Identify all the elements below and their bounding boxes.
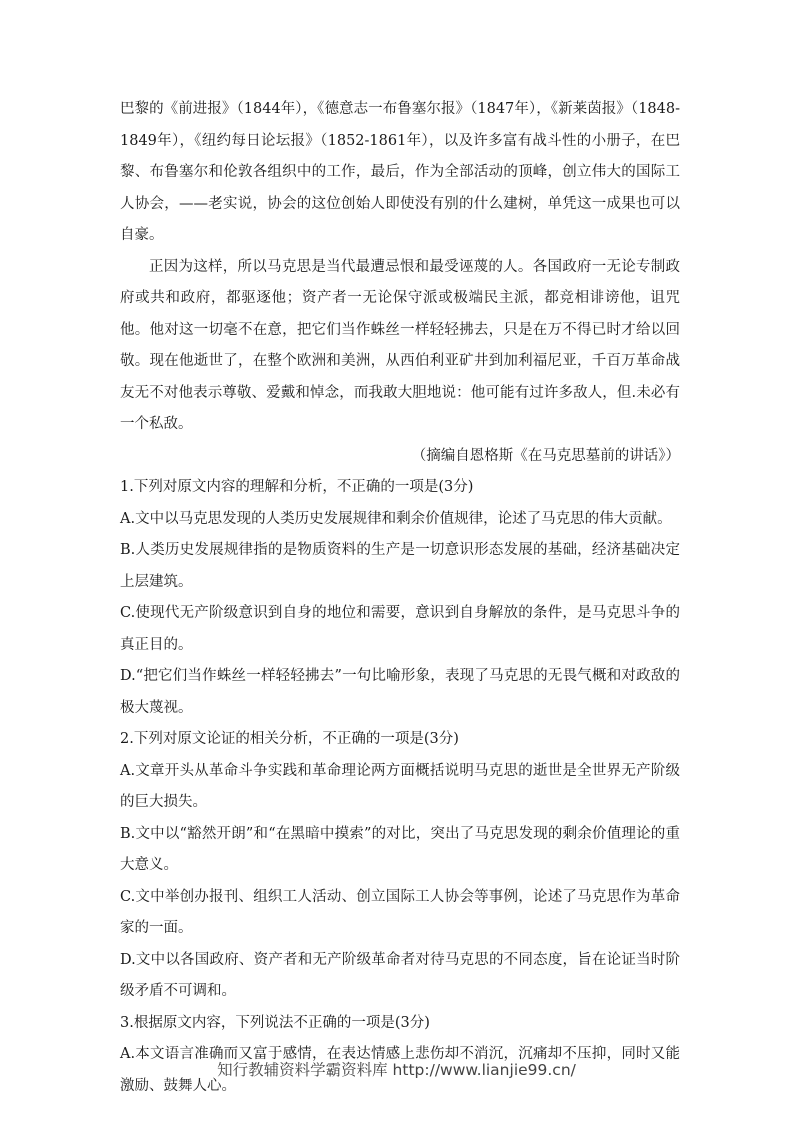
question-1 [120,472,680,724]
question-2 [120,724,680,1008]
question-1-option-a: A.文中以马克思发现的人类历史发展规律和剩余价值规律，论述了马克思的伟大贡献。 [120,510,672,527]
question-1-option-b: B.人类历史发展规律指的是物质资料的生产是一切意识形态发展的基础，经济基础决定上层建筑。 [120,542,680,590]
question-1-option-c: C.使现代无产阶级意识到自身的地位和需要，意识到自身解放的条件，是马克思斗争的真正目的。 [120,605,680,653]
article-body [120,94,680,1102]
question-1-option-d: D.“把它们当作蛛丝一样轻轻拂去”一句比喻形象，表现了马克思的无畏气概和对政敌的极大蔑视。 [120,668,680,716]
question-2-option-a: A.文章开头从革命斗争实践和革命理论两方面概括说明马克思的逝世是全世界无产阶级的巨大损失。 [120,762,680,810]
source-citation: （摘编自恩格斯《在马克思墓前的讲话》） [411,447,680,464]
question-2-option-c: C.文中举创办报刊、组织工人活动、创立国际工人协会等事例，论述了马克思作为革命家的一面。 [120,888,680,936]
footer-watermark[interactable]: 知行教辅资料学霸资料库 http://www.lianjie99.cn/ [217,1061,576,1079]
question-2-option-d: D.文中以各国政府、资产者和无产阶级革命者对待马克思的不同态度，旨在论证当时阶级矛盾不可调和。 [120,951,680,999]
question-2-stem: 2.下列对原文论证的相关分析，不正确的一项是(3分) [120,731,459,747]
question-2-option-b: B.文中以“豁然开朗”和“在黑暗中摸索”的对比，突出了马克思发现的剩余价值理论的重大意义。 [120,825,680,873]
question-3 [120,1008,680,1103]
article-paragraph-2: 正因为这样，所以马克思是当代最遭忌恨和最受诬蔑的人。各国政府一无论专制政府或共和政府，都驱逐他；资产者一无论保守派或极端民主派，都竞相诽谤他，诅咒他。他对这一切毫不在意，把它们当作蛛丝一样轻轻拂去，只是在万不得已时才给以回敬。现在他逝世了，在整个欧洲和美洲，从西伯利亚矿井到加利福尼亚，千百万革命战友无不对他表示尊敬、爱戴和悼念，而我敢大胆地说：他可能有过许多敌人，但.未必有一个私敌。 [120,258,680,432]
article-paragraph-1: 巴黎的《前进报》（1844年），《德意志一布鲁塞尔报》（1847年），《新莱茵报》（1848-1849年），《纽约每日论坛报》（1852-1861年），以及许多富有战斗性的小册子，在巴黎、布鲁塞尔和伦敦各组织中的工作，最后，作为全部活动的顶峰，创立伟大的国际工人协会，——老实说，协会的这位创始人即使没有别的什么建树，单凭这一成果也可以自豪。 [120,101,680,243]
question-3-stem: 3.根据原文内容，下列说法不正确的一项是(3分) [120,1014,430,1031]
question-3-option-a: A.本文语言准确而又富于感情，在表达情感上悲伤却不消沉，沉痛却不压抑，同时又能激励、鼓舞人心。 [120,1046,680,1094]
question-1-stem: 1.下列对原文内容的理解和分析，不正确的一项是(3分) [120,479,474,495]
